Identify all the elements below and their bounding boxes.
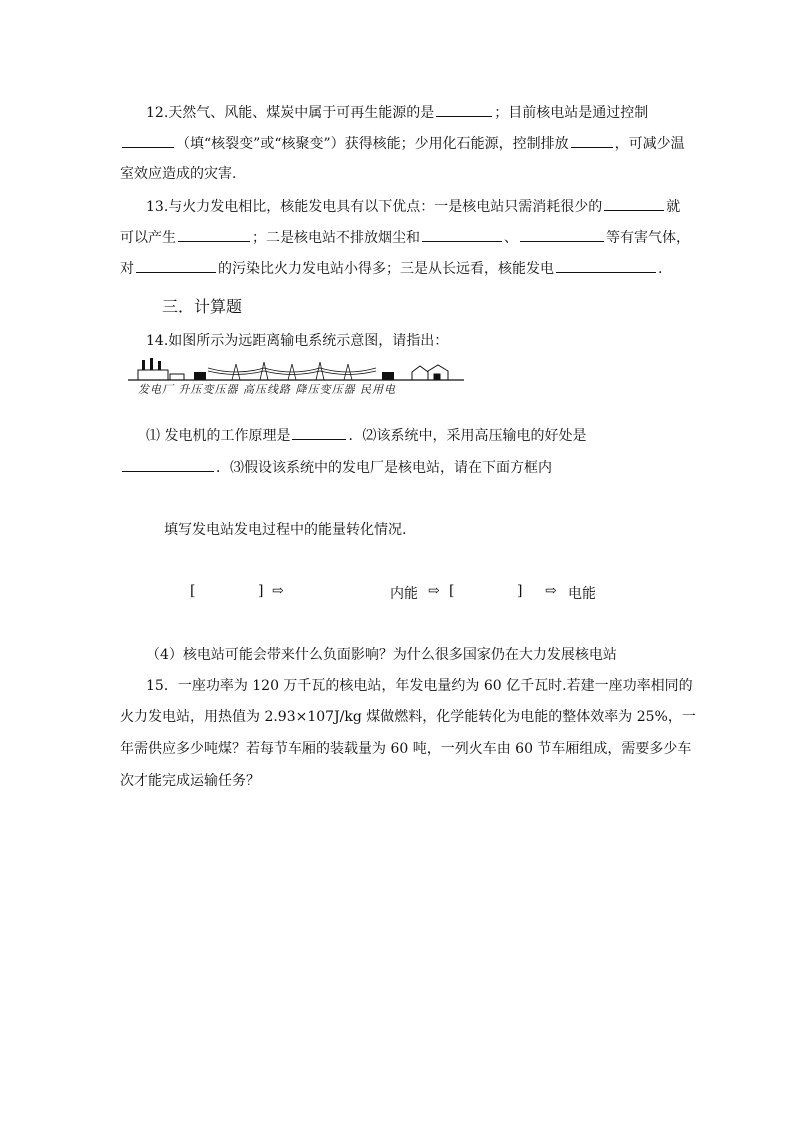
q13-blank-2[interactable]	[178, 227, 250, 242]
q13-text-2d: 等有害气体，	[606, 230, 690, 246]
q15-line-3: 年需供应多少吨煤？若每节车厢的装载量为 60 吨，一列火车由 60 节车厢组成，需要多少车	[120, 741, 692, 757]
power-lines-icon	[208, 362, 376, 380]
step-up-transformer-icon	[194, 372, 206, 380]
q14-part-4: （4）核电站可能会带来什么负面影响？为什么很多国家仍在大力发展核电站	[146, 647, 617, 663]
q14-line-3: 填写发电站发电过程中的能量转化情况.	[164, 522, 407, 538]
houses-icon	[412, 365, 448, 380]
diagram-labels: 发电厂 升压变压器 高压线路 降压变压器 民用电	[138, 383, 396, 396]
q13-blank-4[interactable]	[520, 227, 604, 242]
q13-text-3c: .	[658, 261, 663, 277]
flow-arrow-2: ⇨	[428, 583, 440, 599]
q12-blank-2[interactable]	[122, 133, 174, 148]
q12-line-2	[120, 133, 685, 154]
flow-bracket-close-1: ]	[258, 583, 264, 599]
q12-blank-1[interactable]	[436, 102, 492, 117]
q14-line-1	[146, 425, 586, 446]
flow-bracket-open-2: [	[449, 583, 455, 599]
q14-intro: 14.如图所示为远距离输电系统示意图，请指出：	[146, 333, 449, 349]
q14-text-1a: ⑴ 发电机的工作原理是	[146, 428, 291, 444]
q13-text-2c: 、	[504, 230, 518, 246]
q14-line-2	[120, 457, 552, 478]
flow-arrow-1: ⇨	[272, 583, 284, 599]
q12-blank-3[interactable]	[571, 133, 613, 148]
q15-line-2: 火力发电站，用热值为 2.93×107J/kg 煤做燃料，化学能转化为电能的整体效率为 25%，一	[120, 709, 696, 725]
q12-text-2: （填“核裂变”或“核聚变”）获得核能；少用化石能源，控制排放	[176, 136, 569, 152]
q13-text-1b: 就	[666, 199, 681, 215]
q13-blank-6[interactable]	[556, 258, 656, 273]
step-down-transformer-icon	[382, 372, 394, 380]
q12-text-2b: ，可减少温	[614, 136, 685, 152]
q14-text-2b: ．⑶假设该系统中的发电厂是核电站，请在下面方框内	[216, 460, 552, 476]
q13-blank-1[interactable]	[604, 196, 664, 211]
q15-line-1: 15．一座功率为 120 万千瓦的核电站，年发电量约为 60 亿千瓦时.若建一座功率相同的	[146, 678, 693, 694]
q13-blank-5[interactable]	[136, 258, 216, 273]
q14-blank-1[interactable]	[292, 425, 346, 440]
flow-electric-energy: 电能	[568, 586, 596, 602]
flow-bracket-open-1: [	[190, 583, 196, 599]
flow-bracket-close-2: ]	[517, 583, 523, 599]
q13-line-3	[120, 258, 662, 279]
q14-text-1b: ．⑵该系统中，采用高压输电的好处是	[348, 428, 587, 444]
flow-arrow-3: ⇨	[545, 583, 557, 599]
q13-text-1a: 13.与火力发电相比，核能发电具有以下优点：一是核电站只需消耗很少的	[146, 199, 603, 215]
q12-line-1	[146, 102, 648, 123]
q12-line-3: 室效应造成的灾害.	[120, 166, 237, 182]
flow-internal-energy: 内能	[390, 586, 418, 602]
q13-text-3a: 对	[120, 261, 134, 277]
section-heading: 三．计算题	[162, 297, 243, 316]
q13-text-2b: ；二是核电站不排放烟尘和	[252, 230, 420, 246]
q15-line-4: 次才能完成运输任务？	[120, 773, 260, 789]
power-plant-icon	[138, 358, 184, 380]
q12-text-1b: ；目前核电站是通过控制	[494, 105, 649, 121]
q12-text-1a: 12.天然气、风能、煤炭中属于可再生能源的是	[146, 105, 435, 121]
q13-line-1	[146, 196, 680, 217]
q13-text-3b: 的污染比火力发电站小得多；三是从长远看，核能发电	[218, 261, 554, 277]
q13-blank-3[interactable]	[422, 227, 502, 242]
q13-line-2	[120, 227, 690, 248]
q14-blank-2[interactable]	[122, 457, 214, 472]
q13-text-2a: 可以产生	[120, 230, 176, 246]
